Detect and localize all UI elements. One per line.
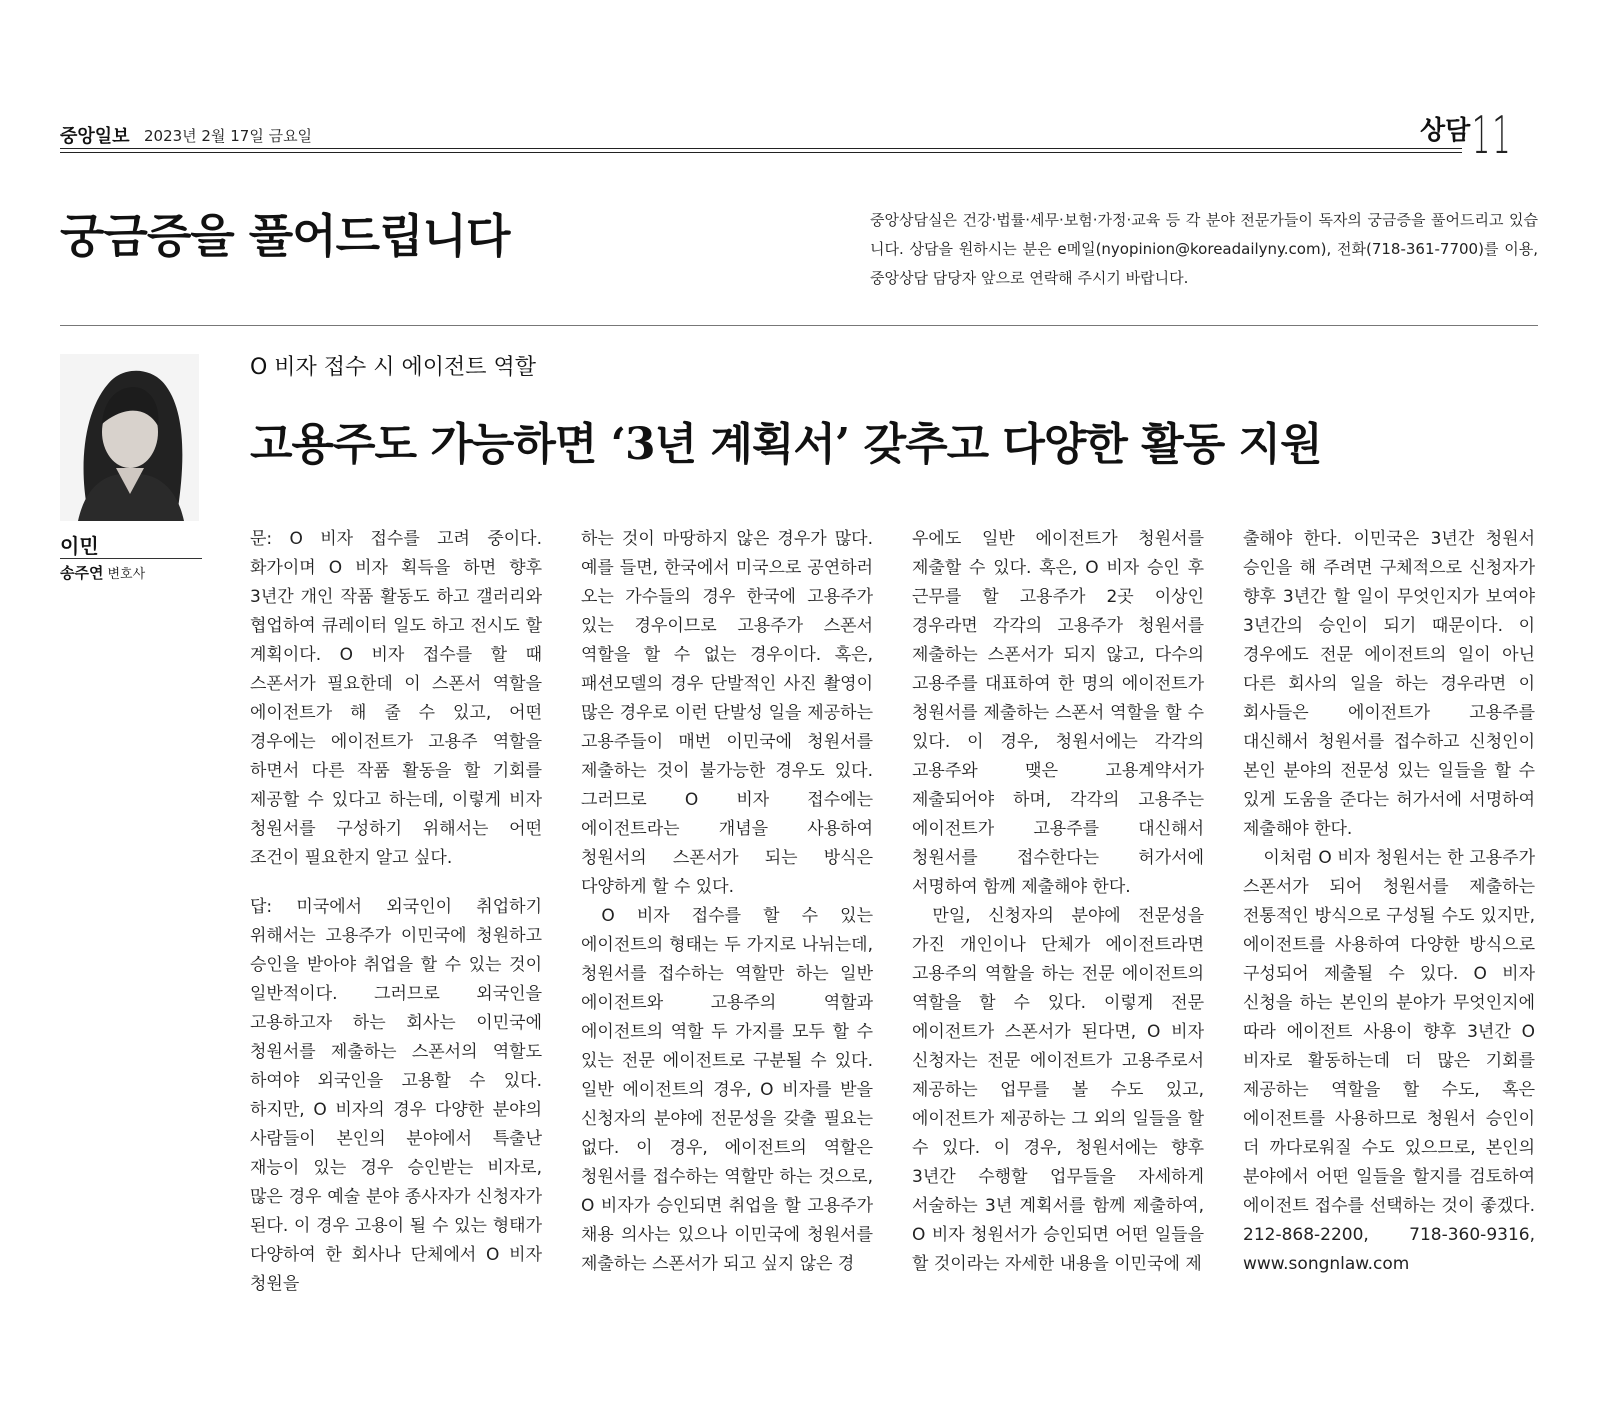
paragraph: 만일, 신청자의 분야에 전문성을 가진 개인이나 단체가 에이전트라면 고용주의 역할을 하는 전문 에이전트의 역할을 할 수 있다. 이렇게 전문 에이전트가 스폰서가 된다면, O 비자 신청자는 전문 에이전트가 고용주로서 제공하는 업무를 볼 수도 있고, 에이전트가 제공하는 그 외의 일들을 할 수 있다. 이 경우, 청원서에는 향후 3년간 수행할 업무들을 자세하게 서술하는 3년 계획서를 함께 제출하여, O 비자 청원서가 승인되면 어떤 일들을 할 것이라는 자세한 내용을 이민국에 제 xyxy=(912,906,1204,1274)
paragraph: O 비자 접수를 할 수 있는 에이전트의 형태는 두 가지로 나뉘는데, 청원서를 접수하는 역할만 하는 일반 에이전트와 고용주의 역할과 에이전트의 역할 두 가지를 모두 할 수 있는 전문 에이전트로 구분될 수 있다. 일반 에이전트의 경우, O 비자를 받을 신청자의 분야에 전문성을 갖출 필요는 없다. 이 경우, 에이전트의 역할은 청원서를 접수하는 역할만 하는 것으로, O 비자가 승인되면 취업을 할 고용주가 채용 의사는 있으나 이민국에 청원서를 제출하는 스폰서가 되고 싶지 않은 경 xyxy=(581,906,873,1274)
article-headline: 고용주도 가능하면 ‘3년 계획서’ 갖추고 다양한 활동 지원 xyxy=(250,419,1322,470)
author-portrait-image xyxy=(60,354,199,521)
paragraph: 출해야 한다. 이민국은 3년간 청원서 승인을 해 주려면 구체적으로 신청자가 향후 3년간 할 일이 무엇인지가 보여야 3년간의 승인이 되기 때문이다. 이 경우에도 전문 에이전트의 일이 아닌 다른 회사의 일을 하는 경우라면 이 회사들은 에이전트가 고용주를 대신해서 청원서를 접수하고 신청인이 본인 분야의 전문성 있는 일들을 할 수 있게 도움을 준다는 허가서에 서명하여 제출해야 한다. xyxy=(1243,529,1535,839)
article-column-4 xyxy=(1243,525,1535,1360)
section-divider xyxy=(60,325,1538,326)
article-column-1 xyxy=(250,525,542,1360)
article-column-3 xyxy=(912,525,1204,1360)
author-photo xyxy=(60,354,199,521)
column-title: 궁금증을 풀어드립니다 xyxy=(60,209,510,263)
paragraph: 하는 것이 마땅하지 않은 경우가 많다. 예를 들면, 한국에서 미국으로 공연하러 오는 가수들의 경우 한국에 고용주가 있는 경우이므로 고용주가 스폰서 역할을 할 수 없는 경우이다. 혹은, 패션모델의 경우 단발적인 사진 촬영이 많은 경우로 이런 단발성 일을 제공하는 고용주들이 매번 이민국에 청원서를 제출하는 것이 불가능한 경우도 있다. 그러므로 O 비자 접수에는 에이전트라는 개념을 사용하여 청원서의 스폰서가 되는 방식은 다양하게 할 수 있다. xyxy=(581,529,873,897)
page-number: 11 xyxy=(1472,106,1513,166)
paragraph: 이처럼 O 비자 청원서는 한 고용주가 스폰서가 되어 청원서를 제출하는 전통적인 방식으로 구성될 수도 있지만, 에이전트를 사용하여 다양한 방식으로 구성되어 제출될 수 있다. O 비자 신청을 하는 본인의 분야가 무엇인지에 따라 에이전트 사용이 향후 3년간 O 비자로 활동하는데 더 많은 기회를 제공하는 역할을 할 수도, 혹은 에이전트를 사용하므로 청원서 승인이 더 까다로워질 수도 있으므로, 본인의 분야에서 어떤 일들을 할지를 검토하여 에이전트 접수를 선택하는 것이 좋겠다. 212-868-2200, 718-360-9316, www.songnlaw.com xyxy=(1243,848,1535,1274)
column-intro: 중앙상담실은 건강·법률·세무·보험·가정·교육 등 각 분야 전문가들이 독자의 궁금증을 풀어드리고 있습니다. 상담을 원하시는 분은 e메일(nyopinion@koreadailyny.com), 전화(718-361-7700)를 이용, 중앙상담 담당자 앞으로 연락해 주시기 바랍니다. xyxy=(870,211,1538,287)
author-byline xyxy=(60,562,145,583)
masthead xyxy=(60,106,1538,166)
article-subhead: O 비자 접수 시 에이전트 역할 xyxy=(250,355,537,380)
paper-name: 중앙일보 xyxy=(60,126,130,147)
writer-category: 이민 xyxy=(60,534,99,558)
masthead-rule xyxy=(60,148,1462,153)
issue-date: 2023년 2월 17일 금요일 xyxy=(144,127,313,145)
author-name: 송주연 xyxy=(60,564,104,582)
author-title: 변호사 xyxy=(107,567,146,582)
section-name: 상담 xyxy=(1420,116,1471,146)
paragraph: 우에도 일반 에이전트가 청원서를 제출할 수 있다. 혹은, O 비자 승인 후 근무를 할 고용주가 2곳 이상인 경우라면 각각의 고용주가 청원서를 제출하는 스폰서가 되지 않고, 다수의 고용주를 대표하여 한 명의 에이전트가 청원서를 제출하는 스폰서 역할을 할 수 있다. 이 경우, 청원서에는 각각의 고용주와 맺은 고용계약서가 제출되어야 하며, 각각의 고용주는 에이전트가 고용주를 대신해서 청원서를 접수한다는 허가서에 서명하여 함께 제출해야 한다. xyxy=(912,529,1204,897)
article-column-2 xyxy=(581,525,873,1360)
paragraph: 문: O 비자 접수를 고려 중이다. 화가이며 O 비자 획득을 하면 향후 3년간 개인 작품 활동도 하고 갤러리와 협업하여 큐레이터 일도 하고 전시도 할 계획이다. O 비자 접수를 할 때 스폰서가 필요한데 이 스폰서 역할을 에이전트가 해 줄 수 있고, 어떤 경우에는 에이전트가 고용주 역할을 하면서 다른 작품 활동을 할 기회를 제공할 수 있다고 하는데, 이렇게 비자 청원서를 구성하기 위해서는 어떤 조건이 필요한지 알고 싶다. xyxy=(250,529,542,868)
paragraph: 답: 미국에서 외국인이 취업하기 위해서는 고용주가 이민국에 청원하고 승인을 받아야 취업을 할 수 있는 것이 일반적이다. 그러므로 외국인을 고용하고자 하는 회사는 이민국에 청원서를 제출하는 스폰서의 역할도 하여야 외국인을 고용할 수 있다. 하지만, O 비자의 경우 다양한 분야의 사람들이 본인의 분야에서 특출난 재능이 있는 경우 승인받는 비자로, 많은 경우 예술 분야 종사자가 신청자가 된다. 이 경우 고용이 될 수 있는 형태가 다양하여 한 회사나 단체에서 O 비자 청원을 xyxy=(250,897,542,1294)
writer-rule xyxy=(60,558,202,559)
